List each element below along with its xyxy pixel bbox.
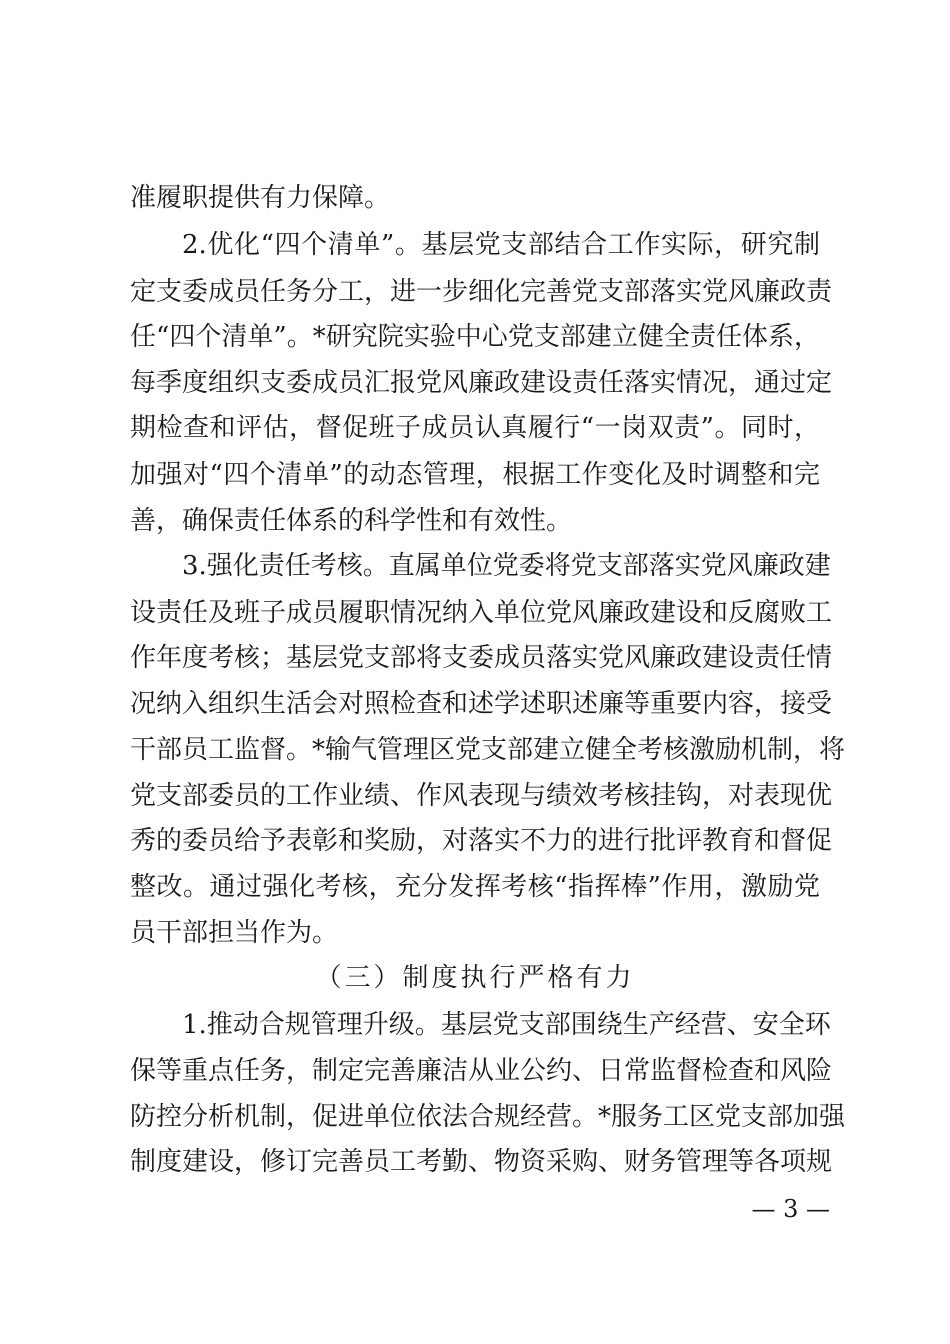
body-text-line: 党支部委员的工作业绩、作风表现与绩效考核挂钩，对表现优 [130,781,833,811]
body-text-line: 干部员工监督。*输气管理区党支部建立健全考核激励机制，将 [130,735,846,765]
body-text-line: 员干部担当作为。 [130,918,339,948]
body-text-line: 每季度组织支委成员汇报党风廉政建设责任落实情况，通过定 [130,368,833,398]
body-text-line: 定支委成员任务分工，进一步细化完善党支部落实党风廉政责 [130,277,833,307]
body-text-line: 加强对“四个清单”的动态管理，根据工作变化及时调整和完 [130,460,820,490]
body-text-line: 准履职提供有力保障。 [130,183,391,213]
body-text-line: 任“四个清单”。*研究院实验中心党支部建立健全责任体系， [130,322,820,352]
page-number: — 3 — [751,1195,830,1223]
body-text-line: 期检查和评估，督促班子成员认真履行“一岗双责”。同时， [130,413,820,443]
body-text-line: 防控分析机制，促进单位依法合规经营。*服务工区党支部加强 [130,1102,846,1132]
body-text-line: 善，确保责任体系的科学性和有效性。 [130,506,573,536]
body-text-line: 1.推动合规管理升级。基层党支部围绕生产经营、安全环 [182,1010,831,1040]
body-text-line: 况纳入组织生活会对照检查和述学述职述廉等重要内容，接受 [130,689,833,719]
body-text-line: 保等重点任务，制定完善廉洁从业公约、日常监督检查和风险 [130,1056,833,1086]
body-text-line: 制度建设，修订完善员工考勤、物资采购、财务管理等各项规 [130,1147,833,1177]
body-text-line: 秀的委员给予表彰和奖励，对落实不力的进行批评教育和督促 [130,826,833,856]
body-text-line: 3.强化责任考核。直属单位党委将党支部落实党风廉政建 [182,551,831,581]
body-text-line: 作年度考核；基层党支部将支委成员落实党风廉政建设责任情 [130,643,833,673]
body-text-line: 2.优化“四个清单”。基层党支部结合工作实际，研究制 [182,230,820,260]
body-text-line: 设责任及班子成员履职情况纳入单位党风廉政建设和反腐败工 [130,598,833,628]
body-text-line: 整改。通过强化考核，充分发挥考核“指挥棒”作用，激励党 [130,872,820,902]
section-heading: （三）制度执行严格有力 [315,963,635,993]
